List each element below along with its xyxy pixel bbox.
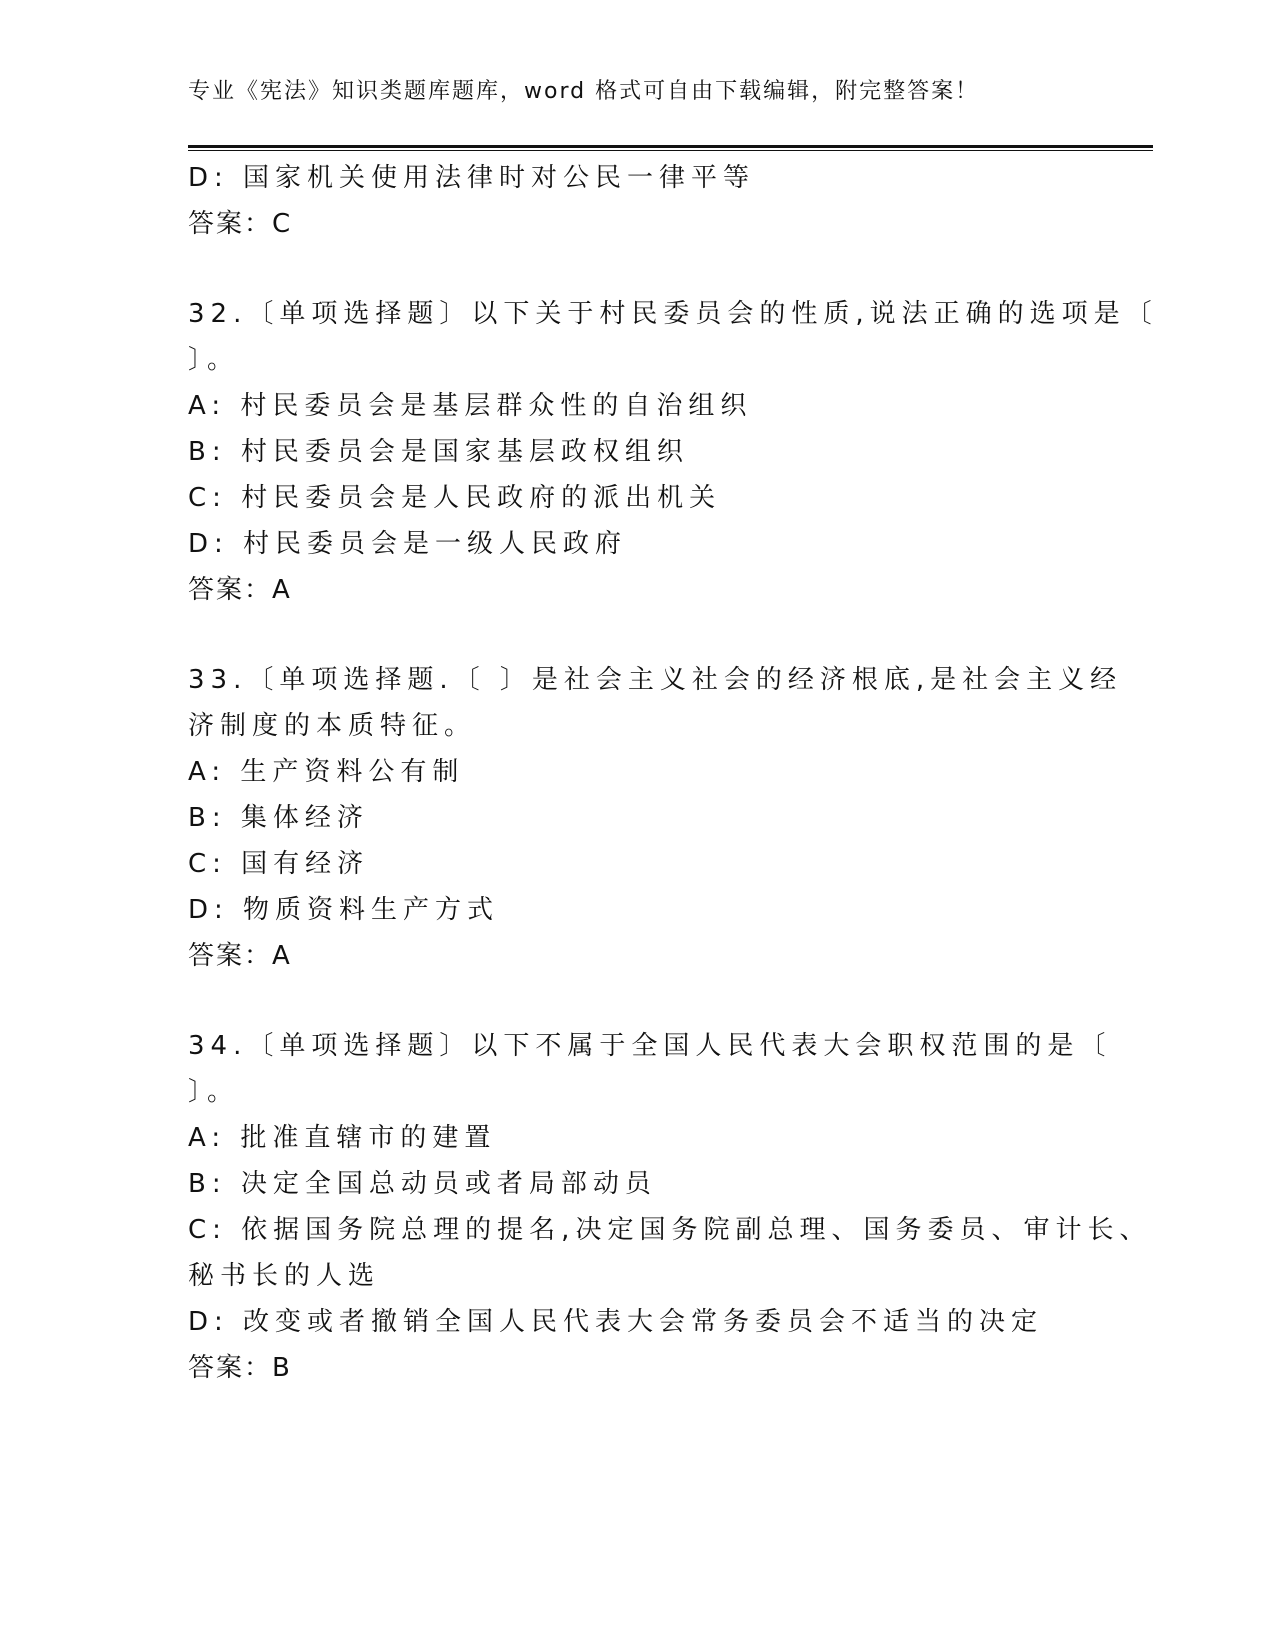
answer: 答案：C: [188, 209, 293, 239]
header-rule: [188, 145, 1153, 151]
option-a: A: 批准直辖市的建置: [188, 1123, 497, 1153]
answer: 答案：B: [188, 1353, 292, 1383]
question-34: [188, 1023, 1152, 1391]
answer: 答案：A: [188, 575, 292, 605]
question-stem: 33.〔单项选择题.〔 〕是社会主义社会的经济根底,是社会主义经: [188, 665, 1123, 695]
question-stem: 〕。: [188, 1077, 240, 1107]
option-d: D: 国家机关使用法律时对公民一律平等: [188, 163, 756, 193]
option-c: C: 国有经济: [188, 849, 370, 879]
option-c-continued: 秘书长的人选: [188, 1261, 381, 1291]
question-stem: 〕。: [188, 345, 240, 375]
option-d: D: 改变或者撤销全国人民代表大会常务委员会不适当的决定: [188, 1307, 1044, 1337]
option-c: C: 依据国务院总理的提名,决定国务院副总理、国务委员、审计长、: [188, 1215, 1152, 1245]
question-stem: 34.〔单项选择题〕以下不属于全国人民代表大会职权范围的是〔: [188, 1031, 1112, 1061]
question-stem: 济制度的本质特征。: [188, 711, 477, 741]
question-33: [188, 657, 1123, 979]
option-d: D: 村民委员会是一级人民政府: [188, 529, 628, 559]
option-a: A: 村民委员会是基层群众性的自治组织: [188, 391, 753, 421]
question-32: [188, 291, 1158, 613]
option-c: C: 村民委员会是人民政府的派出机关: [188, 483, 722, 513]
option-a: A: 生产资料公有制: [188, 757, 465, 787]
option-b: B: 集体经济: [188, 803, 369, 833]
option-d: D: 物质资料生产方式: [188, 895, 500, 925]
option-b: B: 村民委员会是国家基层政权组织: [188, 437, 689, 467]
option-b: B: 决定全国总动员或者局部动员: [188, 1169, 657, 1199]
answer: 答案：A: [188, 941, 292, 971]
question-stem: 32.〔单项选择题〕以下关于村民委员会的性质,说法正确的选项是〔: [188, 299, 1158, 329]
question-content: [188, 155, 1158, 1391]
page-header: 专业《宪法》知识类题库题库，word 格式可自由下载编辑，附完整答案！: [188, 79, 980, 104]
